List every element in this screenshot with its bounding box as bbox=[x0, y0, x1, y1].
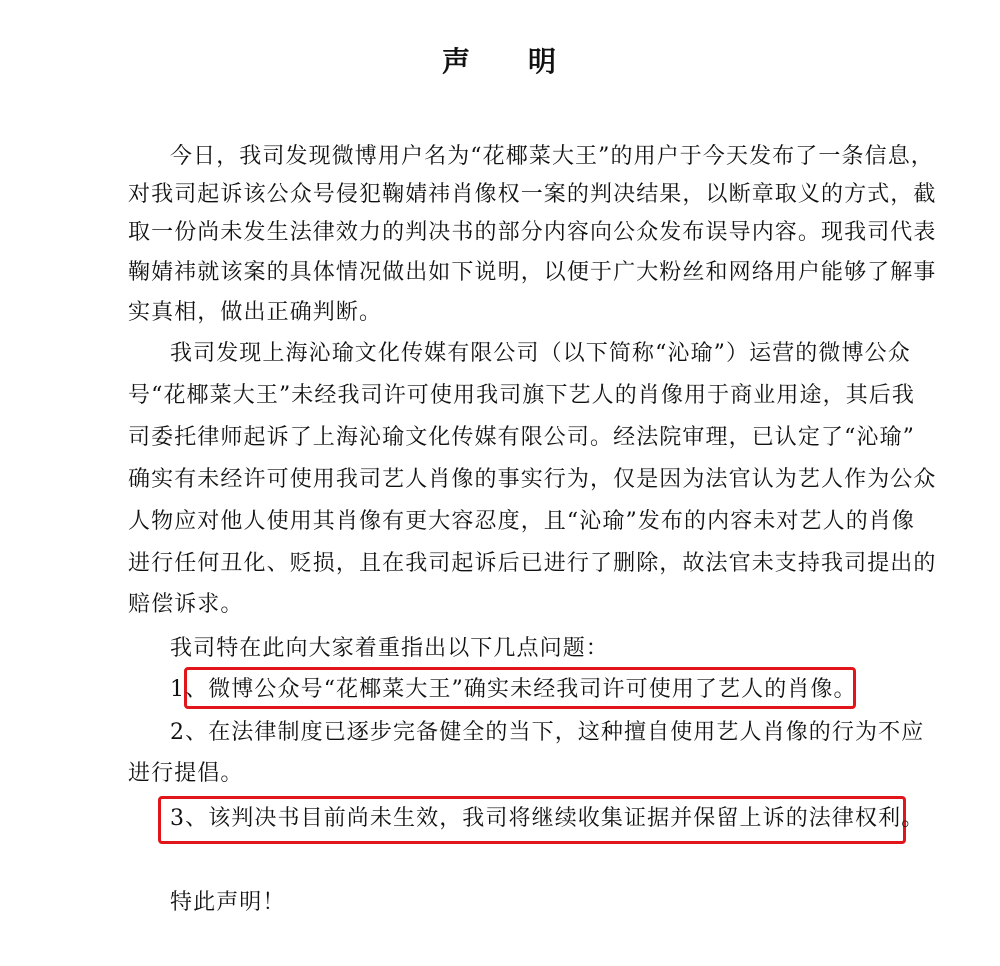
points-intro: 我司特在此向大家着重指出以下几点问题： bbox=[170, 636, 609, 661]
point-2-line: 2、在法律制度已逐步完备健全的当下，这种擅自使用艺人肖像的行为不应 bbox=[170, 720, 925, 745]
closing-statement: 特此声明！ bbox=[170, 890, 286, 915]
paragraph-1-line: 今日，我司发现微博用户名为“花椰菜大王”的用户于今天发布了一条信息， bbox=[170, 144, 934, 169]
paragraph-1-line: 取一份尚未发生法律效力的判决书的部分内容向公众发布误导内容。现我司代表 bbox=[128, 220, 937, 245]
paragraph-1-line: 鞠婧祎就该案的具体情况做出如下说明，以便于广大粉丝和网络用户能够了解事 bbox=[128, 260, 937, 285]
point-3: 3、该判决书目前尚未生效，我司将继续收集证据并保留上诉的法律权利。 bbox=[170, 806, 925, 831]
point-2-line: 进行提倡。 bbox=[128, 761, 244, 786]
paragraph-2-line: 进行任何丑化、贬损，且在我司起诉后已进行了删除，故法官未支持我司提出的 bbox=[128, 551, 937, 576]
paragraph-2-line: 号“花椰菜大王”未经我司许可使用我司旗下艺人的肖像用于商业用途，其后我 bbox=[128, 383, 915, 408]
paragraph-2-line: 赔偿诉求。 bbox=[128, 592, 244, 617]
title-char-2: 明 bbox=[528, 45, 559, 78]
paragraph-2-line: 司委托律师起诉了上海沁瑜文化传媒有限公司。经法院审理，已认定了“沁瑜” bbox=[128, 425, 915, 450]
page-title bbox=[0, 40, 1000, 80]
paragraph-2-line: 人物应对他人使用其肖像有更大容忍度，且“沁瑜”发布的内容未对艺人的肖像 bbox=[128, 509, 915, 534]
paragraph-2-line: 确实有未经许可使用我司艺人肖像的事实行为，仅是因为法官认为艺人作为公众 bbox=[128, 467, 937, 492]
paragraph-2-line: 我司发现上海沁瑜文化传媒有限公司（以下简称“沁瑜”）运营的微博公众 bbox=[170, 341, 911, 366]
paragraph-1-line: 实真相，做出正确判断。 bbox=[128, 300, 383, 325]
point-1: 1、微博公众号“花椰菜大王”确实未经我司许可使用了艺人的肖像。 bbox=[170, 677, 857, 702]
title-char-1: 声 bbox=[441, 45, 472, 78]
paragraph-1-line: 对我司起诉该公众号侵犯鞠婧祎肖像权一案的判决结果，以断章取义的方式，截 bbox=[128, 182, 937, 207]
